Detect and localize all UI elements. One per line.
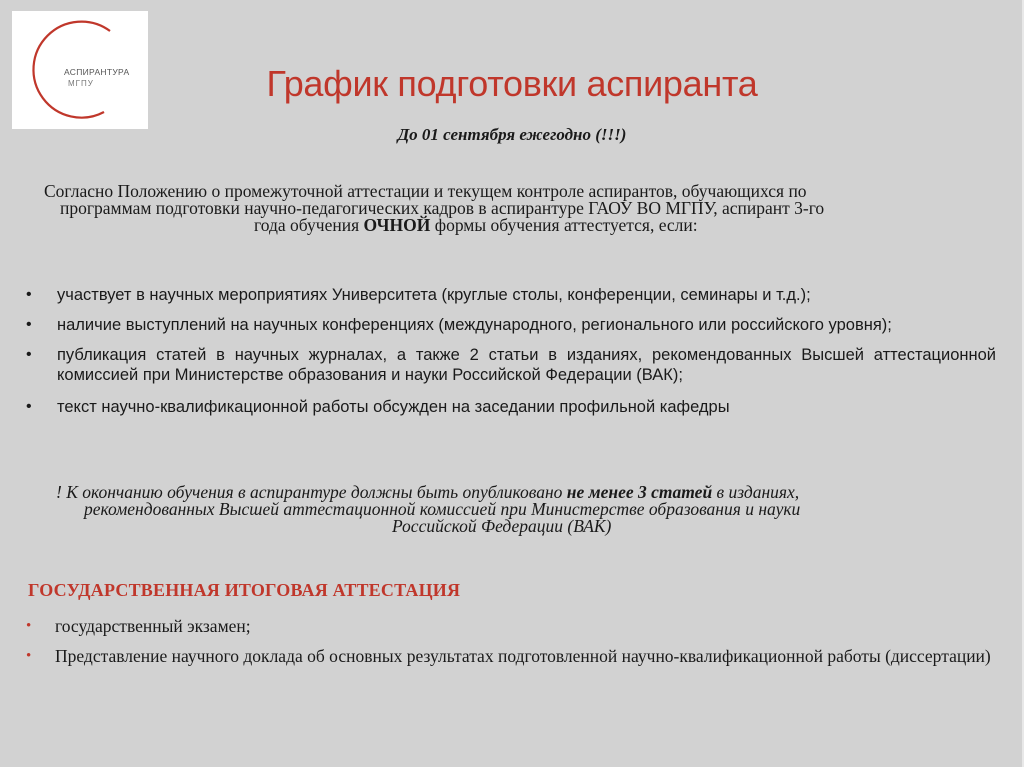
list-item: • наличие выступлений на научных конференциях (международного, регионального или российского уровня); [26,315,996,335]
final-attestation-list [26,617,996,677]
note-line-2: рекомендованных Высшей аттестационной комиссией при Министерстве образования и науки [84,499,801,519]
note-emphasis: не менее 3 статей [566,482,713,502]
requirements-list [26,285,996,425]
intro-paragraph [44,183,994,234]
logo-subtext: МГПУ [68,79,94,88]
final-attestation-heading: ГОСУДАРСТВЕННАЯ ИТОГОВАЯ АТТЕСТАЦИЯ [28,580,461,600]
publication-note [40,484,1010,535]
list-item: • Представление научного доклада об основных результатах подготовленной научно-квалификационной работы (диссертации) [26,647,996,666]
note-line-3: Российской Федерации (ВАК) [392,516,612,536]
intro-emphasis: ОЧНОЙ [363,215,431,235]
list-item: • участвует в научных мероприятиях Университета (круглые столы, конференции, семинары и т.д.); [26,285,996,305]
list-item: • государственный экзамен; [26,617,996,636]
page-title: График подготовки аспиранта [266,63,758,104]
intro-line-2: программам подготовки научно-педагогических кадров в аспирантуре ГАОУ ВО МГПУ, аспирант 3-го [60,198,825,218]
intro-line-1: Согласно Положению о промежуточной аттестации и текущем контроле аспирантов, обучающихся по [44,181,807,201]
note-line-1: ! К окончанию обучения в аспирантуре должны быть опубликовано не менее 3 статей в изданиях, [56,482,800,502]
list-item: • публикация статей в научных журналах, а также 2 статьи в изданиях, рекомендованных Высшей аттестационной комиссией при Министерстве образования и науки Российской Федерации (ВАК); [26,345,996,385]
logo-text: АСПИРАНТУРА [64,67,130,77]
deadline-subtitle: До 01 сентября ежегодно (!!!) [397,125,627,144]
list-item: • текст научно-квалификационной работы обсужден на заседании профильной кафедры [26,397,996,417]
intro-line-3: года обучения ОЧНОЙ формы обучения аттестуется, если: [254,215,698,235]
